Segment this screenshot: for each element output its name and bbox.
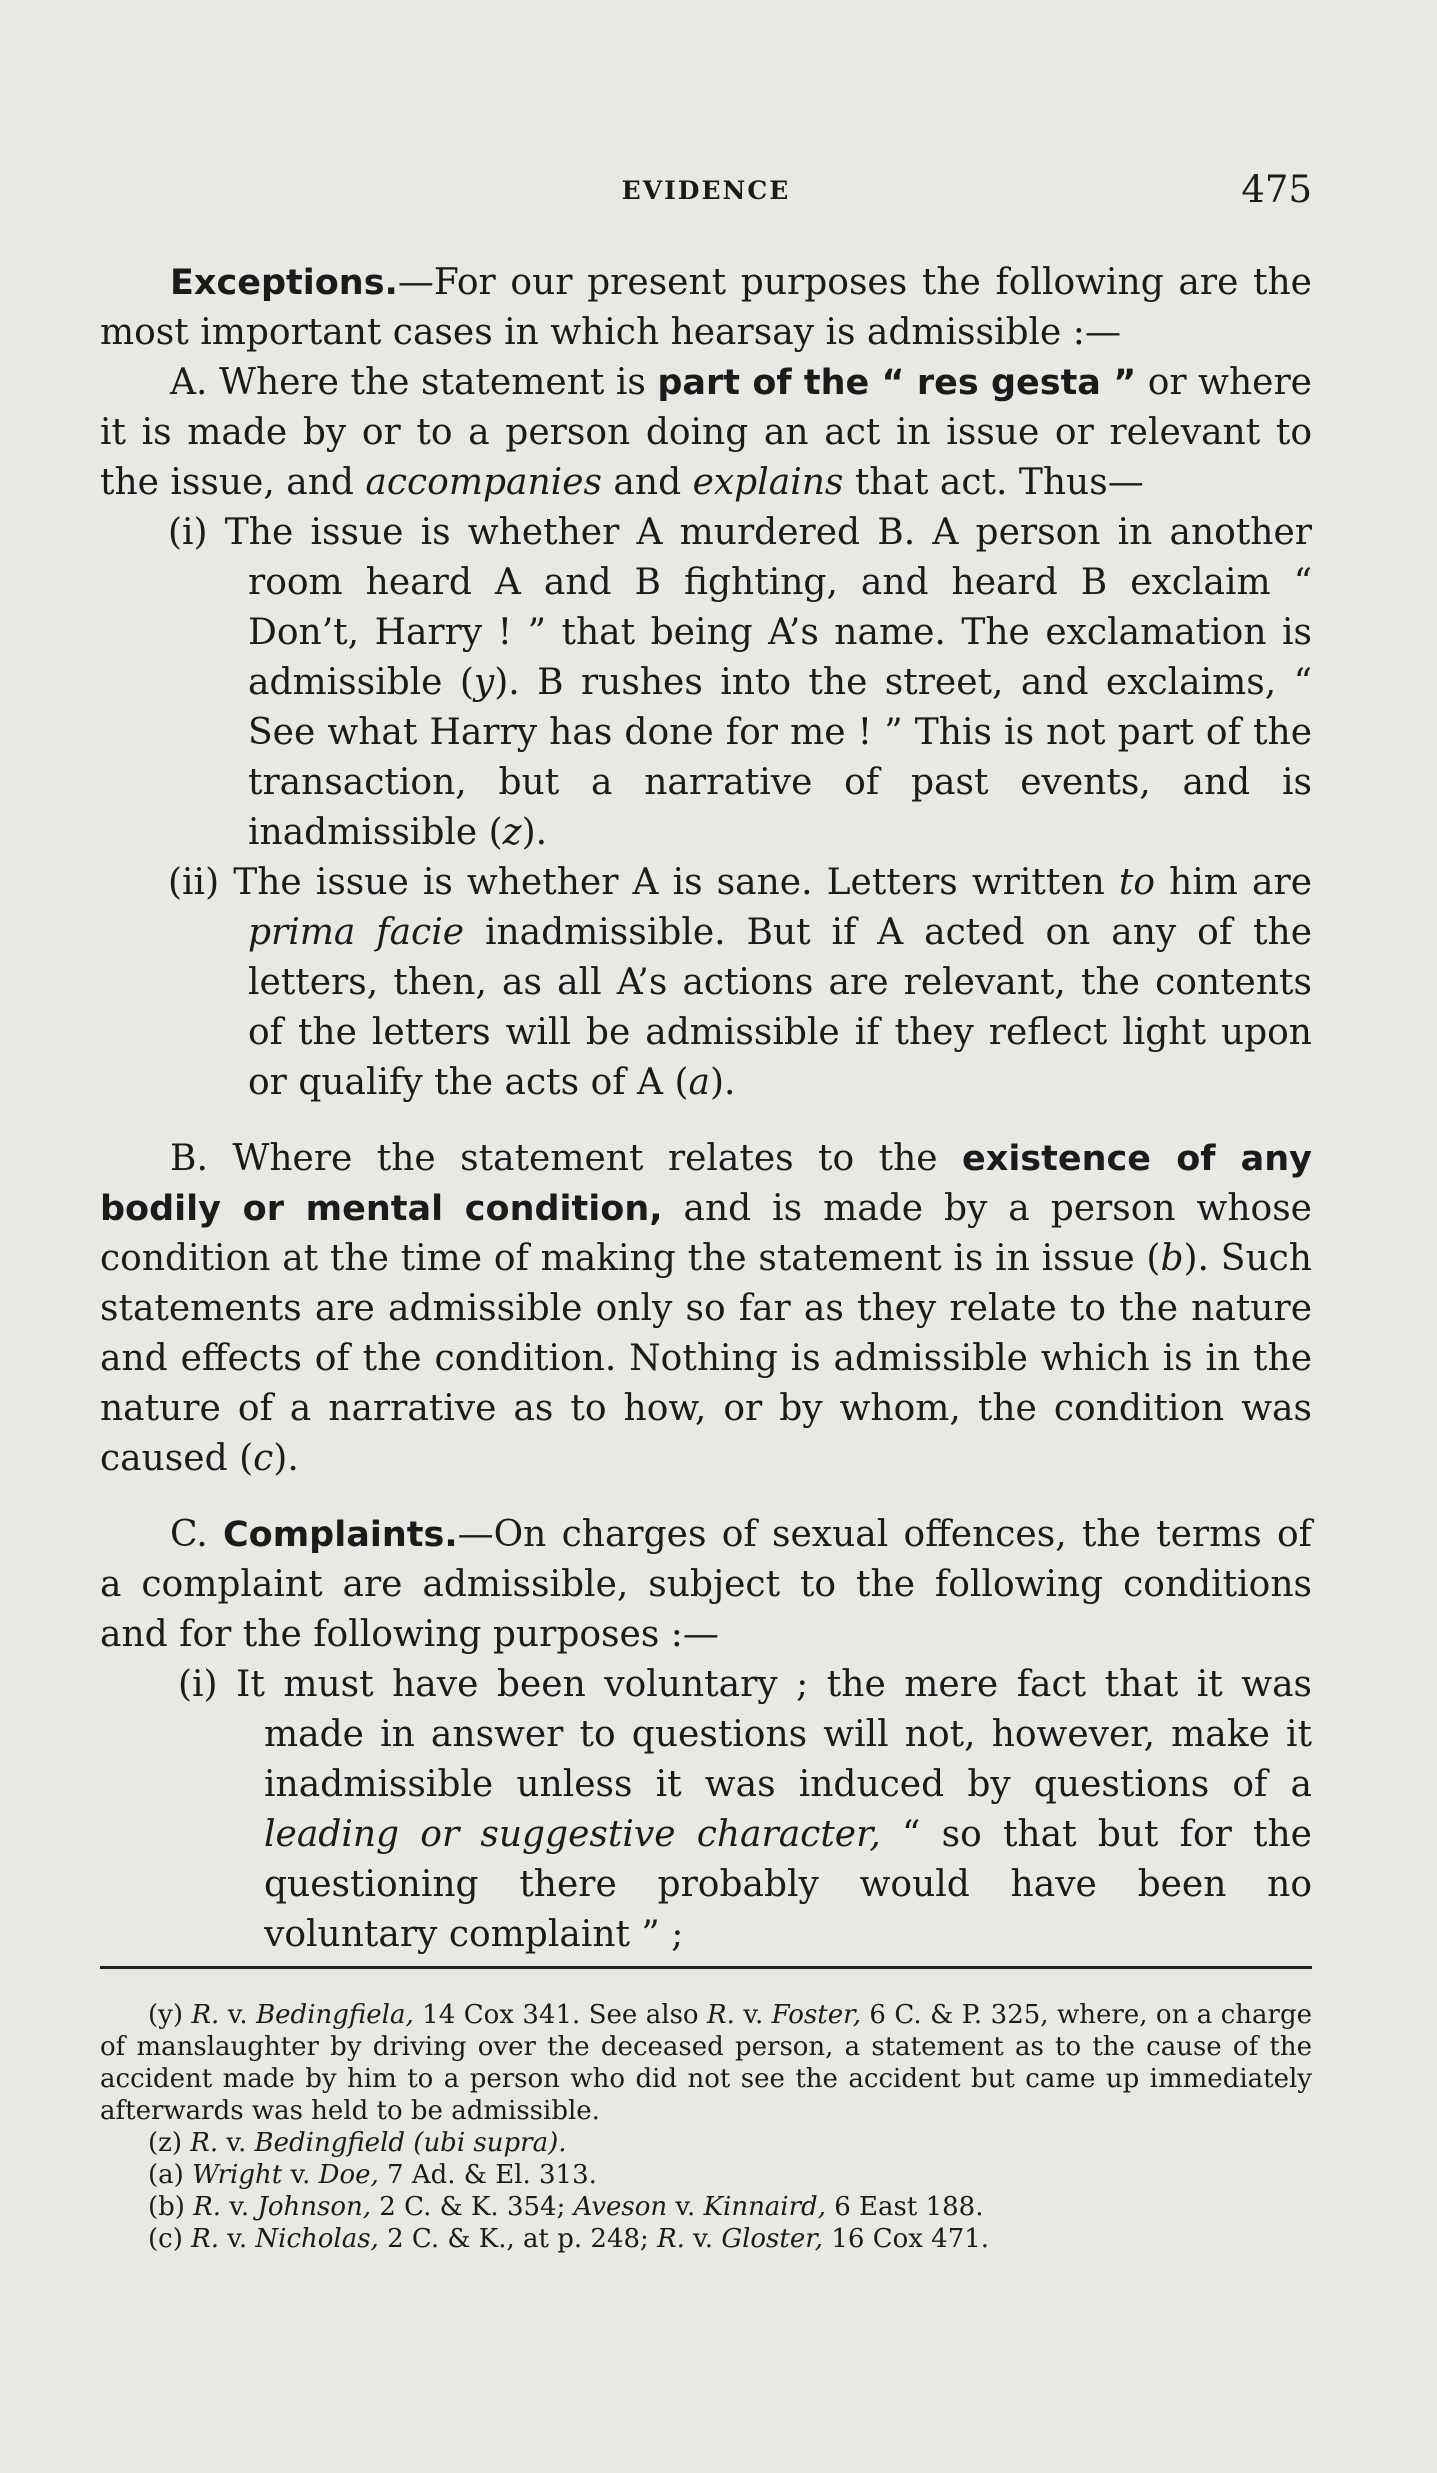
item-number: (i) xyxy=(168,512,225,553)
leading-character-term: leading or suggestive character, xyxy=(264,1814,881,1855)
citation: 6 C. & P. 325, where, on a charge of manslaughter by driving over the deceased person, a statement as to the cause of the accident made by him to a person who did not see the accident but came up immediately afterwards was held to be admissible. xyxy=(100,2000,1312,2126)
versus: v. xyxy=(221,2192,258,2222)
item-text: “ so that but for the questioning there probably would have been no voluntary complaint ” ; xyxy=(264,1814,1312,1955)
footnote-ref-b: b xyxy=(1160,1238,1184,1279)
citation: 7 Ad. & El. 313. xyxy=(378,2160,597,2190)
footnote-ref-y: y xyxy=(473,662,495,703)
case-party: Bedingfield xyxy=(254,2128,406,2158)
footnote-ref-z: z xyxy=(502,812,522,853)
versus: v. xyxy=(667,2192,704,2222)
section-c-paragraph xyxy=(100,1510,1312,1660)
footnote-z xyxy=(100,2127,1312,2159)
item-text: It must have been voluntary ; the mere fact that it was made in answer to questions will not, however, make it inadmissible unless it was induced by questions of a xyxy=(236,1664,1313,1805)
section-a-text-end: that act. Thus— xyxy=(843,462,1144,503)
footnote-label: (z) xyxy=(148,2128,191,2158)
section-b-text: ). Such statements are admissible only so far as they relate to the nature and effects of the condition. Nothing is admissible which is in the nature of a narrative as to how, or by whom, the condition was caused ( xyxy=(100,1238,1312,1479)
condition-c-i xyxy=(100,1660,1312,1960)
footnote-ref-c: c xyxy=(253,1438,274,1479)
case-party: Gloster, xyxy=(721,2224,824,2254)
item-text: The issue is whether A is sane. Letters written xyxy=(233,862,1119,903)
case-party: R. xyxy=(707,2000,735,2030)
item-text: him are xyxy=(1155,862,1313,903)
section-b-paragraph xyxy=(100,1134,1312,1484)
section-c-label: C. xyxy=(170,1514,223,1555)
case-party: R. xyxy=(191,2000,220,2030)
citation: 14 Cox 341. See also xyxy=(413,2000,708,2030)
citation: (ubi supra). xyxy=(405,2128,567,2158)
item-text: ). B rushes into the street, and exclaims, “ See what Harry has done for me ! ” This is not part of the transaction, but a narrative of past events, and is inadmissible ( xyxy=(248,662,1312,853)
exceptions-paragraph xyxy=(100,258,1312,358)
footnote-b xyxy=(100,2191,1312,2223)
section-b-text: and is made by a person whose condition at the time of making the statement is in issue ( xyxy=(100,1188,1312,1279)
bodily-condition-term: existence of any bodily or mental condition, xyxy=(100,1139,1312,1229)
footnotes xyxy=(100,1966,1312,2255)
exceptions-heading: Exceptions. xyxy=(170,263,398,303)
footnote-label: (c) xyxy=(148,2224,192,2254)
page-title: EVIDENCE xyxy=(621,176,791,205)
footnote-a xyxy=(100,2159,1312,2191)
item-number: (ii) xyxy=(168,862,234,903)
running-head xyxy=(100,168,1312,216)
case-party: Kinnaird, xyxy=(703,2192,826,2222)
citation: 2 C. & K. 354; xyxy=(371,2192,574,2222)
section-b-text: ). xyxy=(273,1438,299,1479)
footnote-label: (a) xyxy=(148,2160,193,2190)
footnote-c xyxy=(100,2223,1312,2255)
accompanies-term: accompanies xyxy=(365,462,602,503)
item-number: (i) xyxy=(178,1664,237,1705)
footnote-label: (b) xyxy=(148,2192,194,2222)
case-party: Johnson, xyxy=(257,2192,372,2222)
illustration-a-ii xyxy=(100,858,1312,1108)
explains-term: explains xyxy=(692,462,844,503)
case-party: Nicholas, xyxy=(255,2224,379,2254)
case-party: R. xyxy=(657,2224,685,2254)
main-text xyxy=(100,258,1312,1960)
footnote-divider xyxy=(100,1966,1312,1969)
versus: v. xyxy=(684,2224,722,2254)
citation: 16 Cox 471. xyxy=(823,2224,990,2254)
section-a-paragraph xyxy=(100,358,1312,508)
footnote-label: (y) xyxy=(148,2000,192,2030)
citation: 2 C. & K., at p. 248; xyxy=(378,2224,658,2254)
case-party: R. xyxy=(193,2192,222,2222)
versus: v. xyxy=(219,2000,257,2030)
versus: v. xyxy=(734,2000,772,2030)
illustration-a-i xyxy=(100,508,1312,858)
complaints-heading: Complaints. xyxy=(222,1515,458,1555)
case-party: R. xyxy=(191,2224,219,2254)
section-c-text: —On charges of sexual offences, the terms of a complaint are admissible, subject to the following conditions and for the following purposes :— xyxy=(100,1514,1312,1655)
footnote-y xyxy=(100,1999,1312,2127)
citation: 6 East 188. xyxy=(825,2192,984,2222)
section-a-label: A. Where the statement is xyxy=(170,362,658,403)
case-party: Foster, xyxy=(771,2000,861,2030)
item-text: inadmissible. But if A acted on any of the letters, then, as all A’s actions are relevant, the contents of the letters will be admissible if they reflect light upon or qualify the acts of A ( xyxy=(248,912,1312,1103)
item-text: The issue is whether A murdered B. A person in another room heard A and B fighting, and heard B exclaim “ Don’t, Harry ! ” that being A’s name. The exclamation is admissible ( xyxy=(224,512,1313,703)
versus: v. xyxy=(218,2128,255,2158)
res-gesta-term: part of the “ res gesta ” xyxy=(657,363,1137,403)
footnote-ref-a: a xyxy=(688,1062,710,1103)
exceptions-text: —For our present purposes the following are the most important cases in which hearsay is admissible :— xyxy=(100,262,1312,353)
item-text: ). xyxy=(709,1062,736,1103)
case-party: Aveson xyxy=(573,2192,668,2222)
section-a-connector: and xyxy=(601,462,693,503)
section-b-label: B. Where the statement relates to the xyxy=(170,1138,962,1179)
case-party: Wright xyxy=(192,2160,283,2190)
versus: v. xyxy=(282,2160,319,2190)
versus: v. xyxy=(218,2224,256,2254)
case-party: R. xyxy=(190,2128,219,2158)
page-number: 475 xyxy=(1241,168,1312,211)
case-party: Bedingfiela, xyxy=(256,2000,414,2030)
italic-to: to xyxy=(1118,862,1156,903)
section-a-text: or where it is made by or to a person doing an act in issue or relevant to the issue, and xyxy=(100,362,1312,503)
item-text: ). xyxy=(521,812,548,853)
case-party: Doe, xyxy=(318,2160,379,2190)
italic-prima-facie: prima facie xyxy=(248,912,465,953)
